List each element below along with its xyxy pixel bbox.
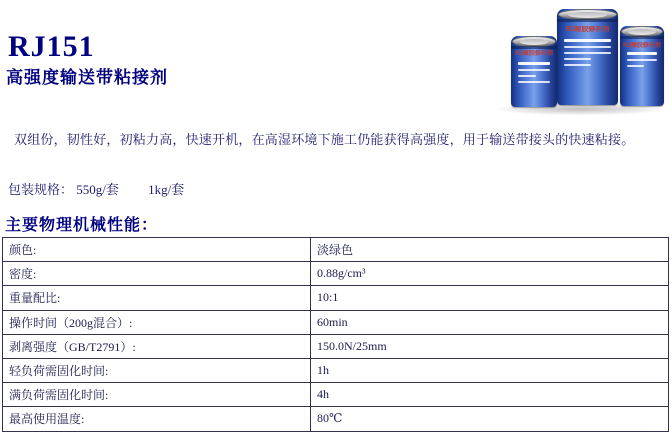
table-row xyxy=(3,383,669,407)
table-row xyxy=(3,407,669,431)
table-row xyxy=(3,286,669,310)
property-label: 剥离强度（GB/T2791）: xyxy=(3,334,311,358)
product-model-title: RJ151 xyxy=(8,30,95,63)
table-row xyxy=(3,358,669,382)
adhesive-can-large-icon xyxy=(557,9,618,105)
property-label: 满负荷需固化时间: xyxy=(3,383,311,407)
property-label: 颜色: xyxy=(3,238,311,262)
can-series-label: RJ橡胶修补剂 xyxy=(515,51,553,57)
can-series-label: RJ橡胶修补剂 xyxy=(565,26,610,33)
properties-table xyxy=(2,237,669,432)
property-label: 密度: xyxy=(3,262,311,286)
property-label: 轻负荷需固化时间: xyxy=(3,358,311,382)
property-value: 0.88g/cm³ xyxy=(311,262,669,286)
packaging-option-550g: 550g/套 xyxy=(76,182,119,197)
table-row xyxy=(3,334,669,358)
property-value: 10:1 xyxy=(311,286,669,310)
product-name-title: 高强度输送带粘接剂 xyxy=(6,68,168,87)
table-row xyxy=(3,310,669,334)
property-value: 4h xyxy=(311,383,669,407)
packaging-option-1kg: 1kg/套 xyxy=(148,182,185,197)
property-label: 操作时间（200g混合）: xyxy=(3,310,311,334)
property-value: 150.0N/25mm xyxy=(311,334,669,358)
property-label: 最高使用温度: xyxy=(3,407,311,431)
property-label: 重量配比: xyxy=(3,286,311,310)
property-value: 60min xyxy=(311,310,669,334)
packaging-label: 包装规格： xyxy=(8,182,74,197)
can-series-label: RJ橡胶修补剂 xyxy=(623,43,661,49)
packaging-spec-line xyxy=(8,179,210,198)
product-photo xyxy=(485,0,671,122)
table-row xyxy=(3,238,669,262)
property-value: 80℃ xyxy=(311,407,669,431)
adhesive-can-small-icon xyxy=(511,36,557,107)
table-row xyxy=(3,262,669,286)
product-description: 双组份，韧性好，初粘力高，快速开机，在高湿环境下施工仍能获得高强度，用于输送带接头的快速粘接。 xyxy=(14,132,635,147)
adhesive-can-medium-icon xyxy=(620,26,664,106)
property-value: 1h xyxy=(311,358,669,382)
property-value: 淡绿色 xyxy=(311,238,669,262)
section-title-properties: 主要物理机械性能： xyxy=(5,217,159,234)
